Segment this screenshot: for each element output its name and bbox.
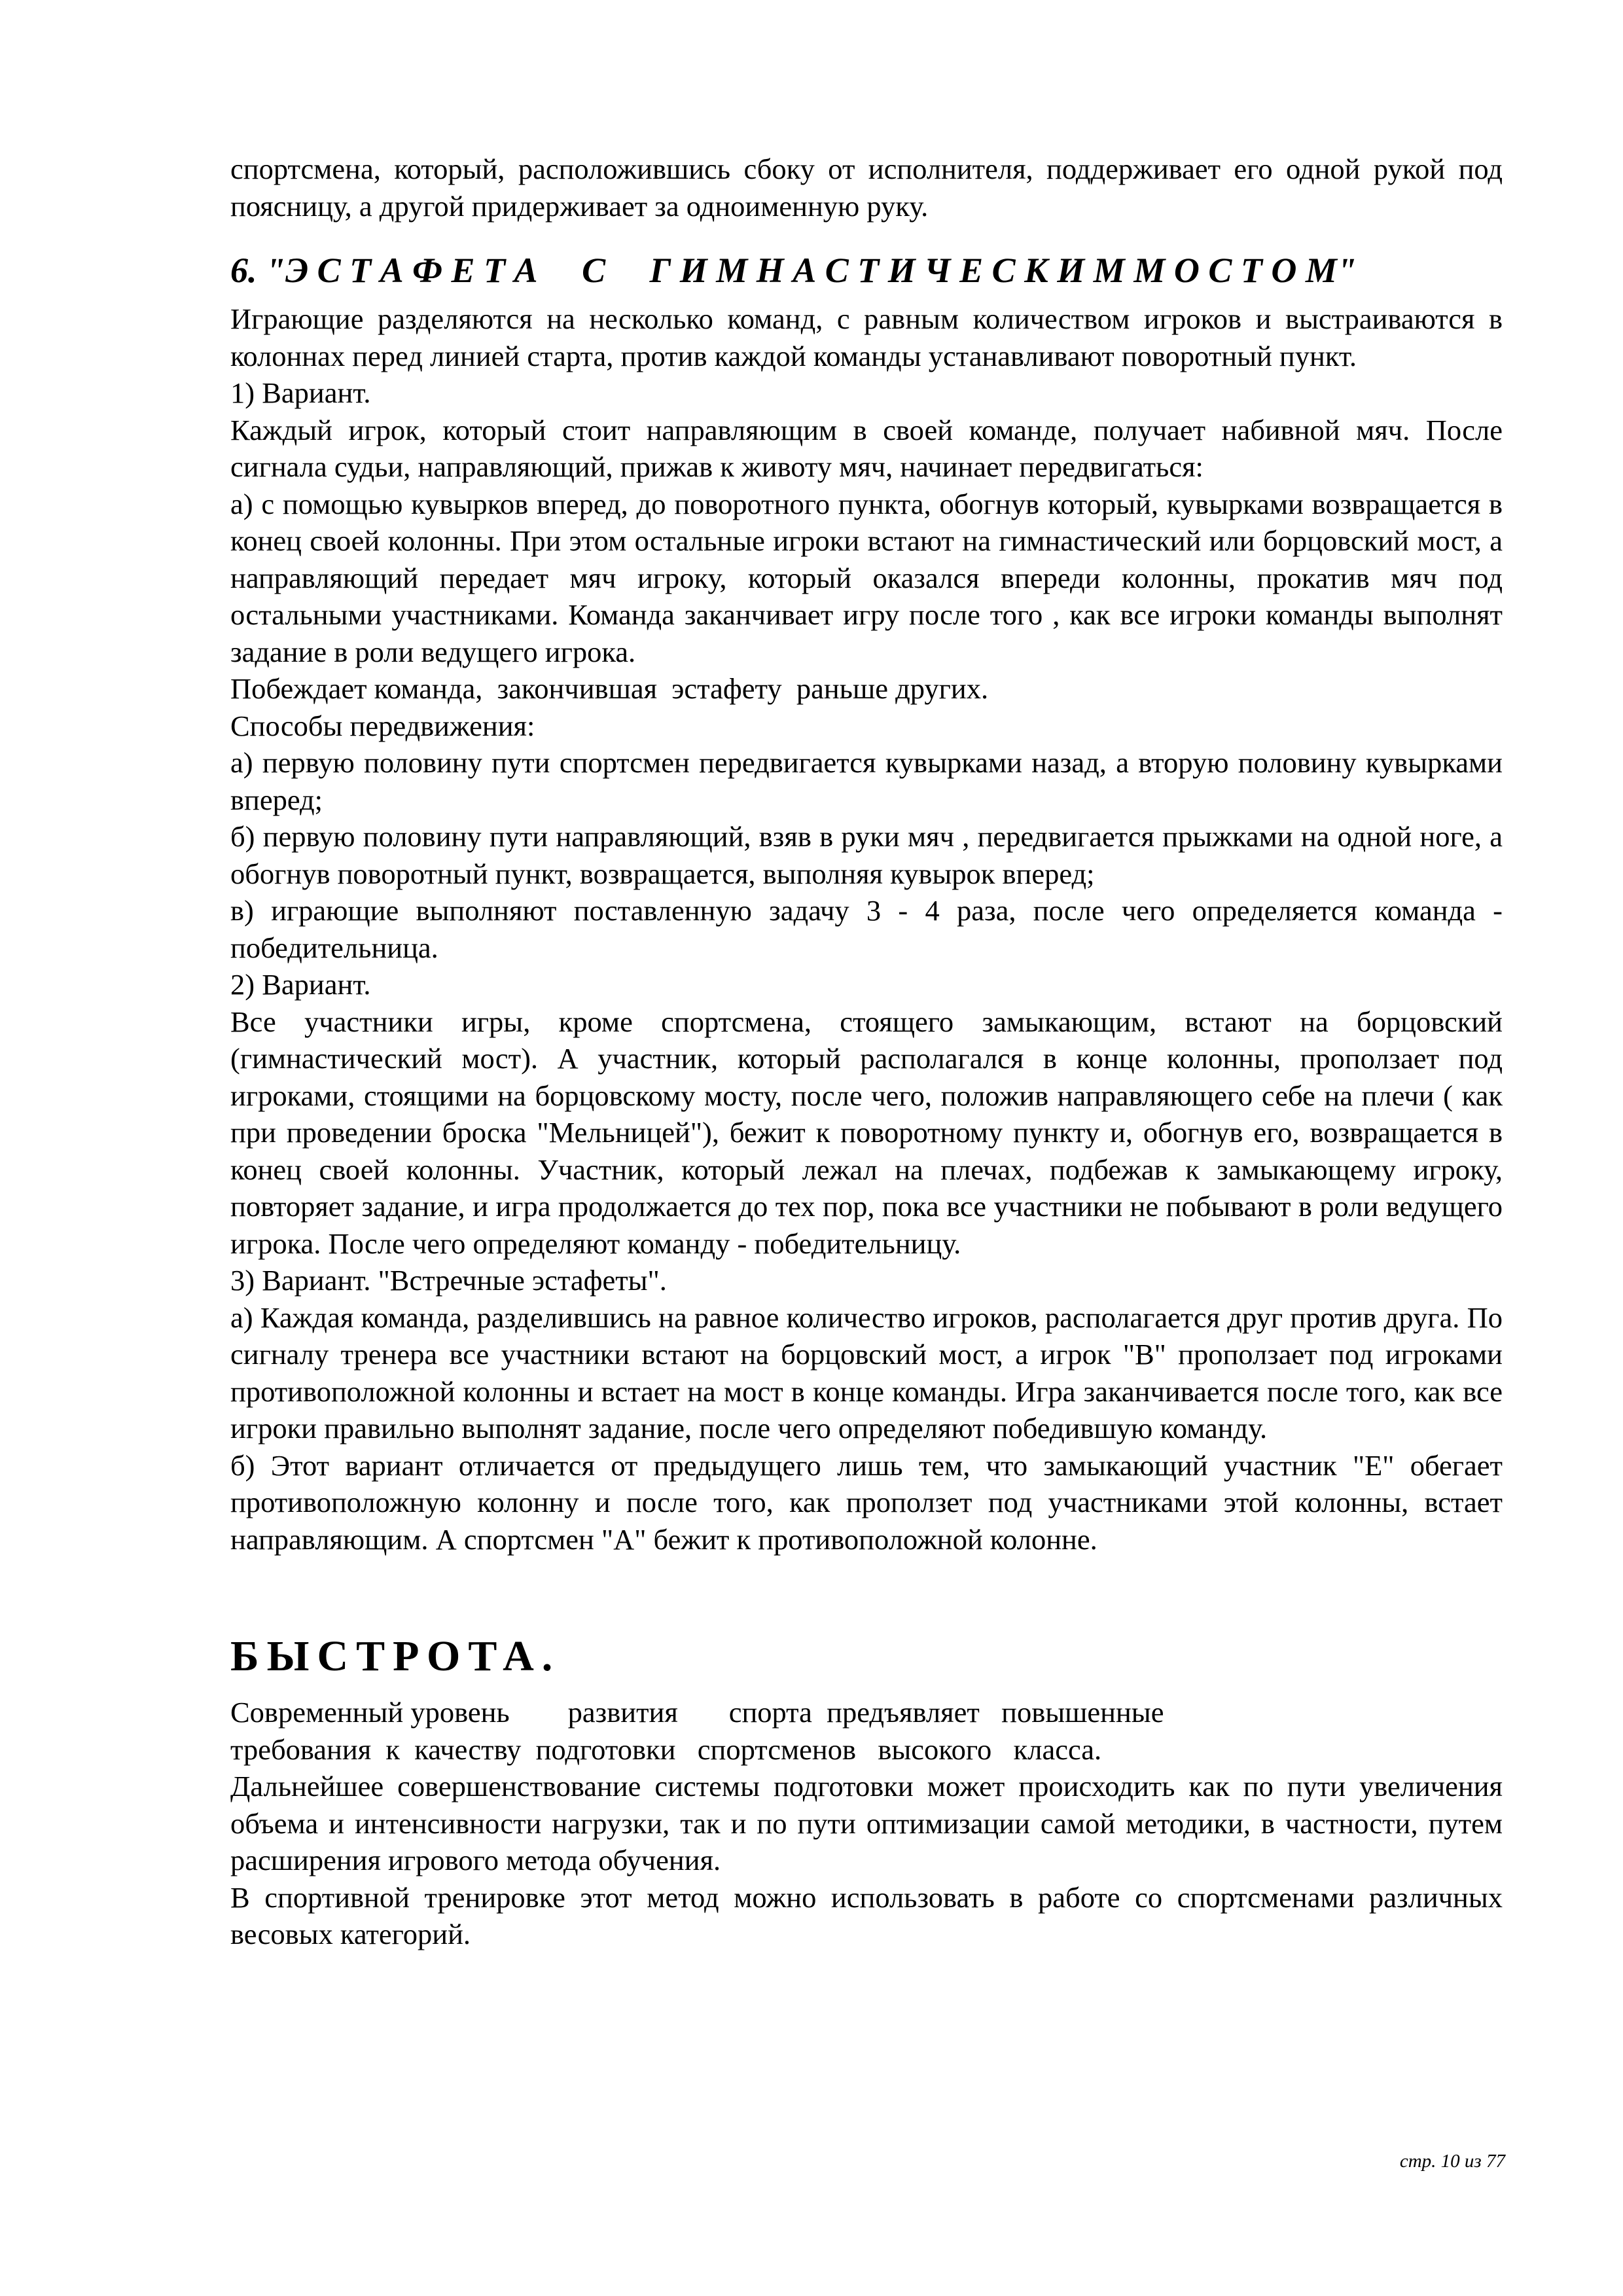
speed-line: требования к качеству подготовки спортсменов высокого класса. (230, 1732, 1102, 1766)
speed-line: Современный уровень развития спорта предъявляет повышенные (230, 1696, 1164, 1729)
paragraph: а) первую половину пути спортсмен передвигается кувырками назад, а вторую половину кувырками вперед; (230, 746, 1503, 816)
variant-3-label: 3) Вариант. "Встречные эстафеты". (230, 1264, 667, 1297)
variant-2-label: 2) Вариант. (230, 968, 371, 1001)
variant-1-label: 1) Вариант. (230, 376, 371, 409)
paragraph: Все участники игры, кроме спортсмена, стоящего замыкающим, встают на борцовский (гимнастический мост). А участник, который располагался в конце колонны, проползает под игроками, стоящими на борцовскому мосту, после чего, положив направляющего себе на плечи ( как при проведении броска "Мельницей"), бежит к поворотному пункту и, обогнув его, возвращается в конец своей колонны. Участник, который лежал на плечах, подбежав к замыкающему игроку, повторяет задание, и игра продолжается до тех пор, пока все участники не побывают в роли ведущего игрока. После чего определяют команду - победительницу. (230, 1005, 1503, 1260)
intro-paragraph: спортсмена, который, расположившись сбоку от исполнителя, поддерживает его одной рукой под поясницу, а другой придерживает за одноименную руку. (230, 152, 1503, 223)
paragraph: а) с помощью кувырков вперед, до поворотного пункта, обогнув который, кувырками возвращается в конец своей колонны. При этом остальные игроки встают на гимнастический или борцовский мост, а направляющий передает мяч игроку, который оказался впереди колонны, прокатив мяч под остальными участниками. Команда заканчивает игру после того , как все игроки команды выполнят задание в роли ведущего игрока. (230, 487, 1503, 668)
section-6-heading: 6. "Э С Т А Ф Е Т А С Г И М Н А С Т И Ч Е С К И М М О С Т О М" (230, 251, 1357, 290)
paragraph: в) играющие выполняют поставленную задачу 3 - 4 раза, после чего определяется команда - победительница. (230, 894, 1503, 964)
document-page (230, 151, 1503, 1953)
speed-heading: БЫСТРОТА. (230, 1632, 561, 1680)
paragraph: В спортивной тренировке этот метод можно использовать в работе со спортсменами различных весовых категорий. (230, 1880, 1503, 1950)
paragraph: Играющие разделяются на несколько команд, с равным количеством игроков и выстраиваются в колоннах перед линией старта, против каждой команды устанавливают поворотный пункт. (230, 302, 1503, 372)
paragraph: Побеждает команда, закончившая эстафету раньше других. (230, 672, 989, 705)
paragraph: б) первую половину пути направляющий, взяв в руки мяч , передвигается прыжками на одной ноге, а обогнув поворотный пункт, возвращается, выполняя кувырок вперед; (230, 820, 1503, 890)
paragraph: а) Каждая команда, разделившись на равное количество игроков, располагается друг против друга. По сигналу тренера все участники встают на борцовский мост, а игрок "В" проползает под игроками противоположной колонны и встает на мост в конце команды. Игра заканчивается после того, как все игроки правильно выполнят задание, после чего определяют победившую команду. (230, 1300, 1503, 1444)
speed-body (230, 1694, 1503, 1953)
paragraph: б) Этот вариант отличается от предыдущего лишь тем, что замыкающий участник "Е" обегает противоположную колонну и после того, как проползет под участниками этой колонны, встает направляющим. А спортсмен "А" бежит к противоположной колонне. (230, 1448, 1503, 1556)
paragraph: Способы передвижения: (230, 709, 535, 742)
paragraph: Каждый игрок, который стоит направляющим в своей команде, получает набивной мяч. После сигнала судьи, направляющий, прижав к животу мяч, начинает передвигаться: (230, 413, 1503, 483)
paragraph: Дальнейшее совершенствование системы подготовки может происходить как по пути увеличения объема и интенсивности нагрузки, так и по пути оптимизации самой методики, в частности, путем расширения игрового метода обучения. (230, 1770, 1503, 1876)
section-6-body (230, 300, 1503, 1558)
page-number: стр. 10 из 77 (1399, 2151, 1505, 2172)
